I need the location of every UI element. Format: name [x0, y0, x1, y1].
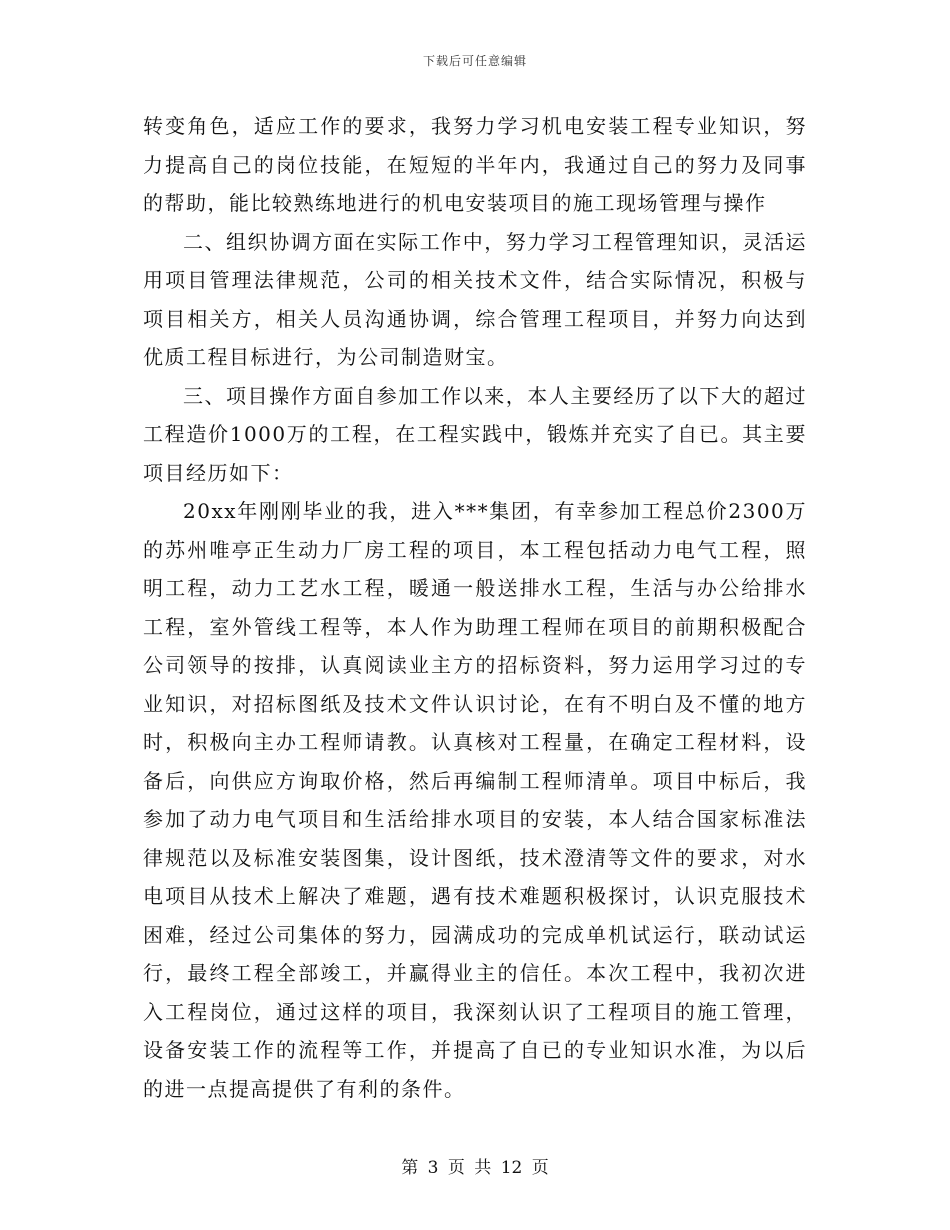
- paragraph-project-experience: 20xx年刚刚毕业的我，进入***集团，有幸参加工程总价2300万的苏州唯亭正生动力厂房工程的项目，本工程包括动力电气工程，照明工程，动力工艺水工程，暖通一般送排水工程，生活与办公给排水工程，室外管线工程等，本人作为助理工程师在项目的前期积极配合公司领导的按排，认真阅读业主方的招标资料，努力运用学习过的专业知识，对招标图纸及技术文件认识讨论，在有不明白及不懂的地方时，积极向主办工程师请教。认真核对工程量，在确定工程材料，设备后，向供应方询取价格，然后再编制工程师清单。项目中标后，我参加了动力电气项目和生活给排水项目的安装，本人结合国家标准法律规范以及标准安装图集，设计图纸，技术澄清等文件的要求，对水电项目从技术上解决了难题，遇有技术难题积极探讨，认识克服技术困难，经过公司集体的努力，园满成功的完成单机试运行，联动试运行，最终工程全部竣工，并赢得业主的信任。本次工程中，我初次进入工程岗位，通过这样的项目，我深刻认识了工程项目的施工管理，设备安装工作的流程等工作，并提高了自已的专业知识水准，为以后的进一点提高提供了有利的条件。: [143, 499, 807, 1101]
- page-number-footer: 第 3 页 共 12 页: [401, 1158, 549, 1178]
- page-header: 下载后可任意编辑: [422, 54, 527, 68]
- paragraph-role-adaptation: 转变角色，适应工作的要求，我努力学习机电安装工程专业知识，努力提高自己的岗位技能，在短短的半年内，我通过自己的努力及同事的帮助，能比较熟练地进行的机电安装项目的施工现场管理与操作: [143, 114, 807, 215]
- paragraph-organization-coordination: 二、组织协调方面在实际工作中，努力学习工程管理知识，灵活运用项目管理法律规范，公司的相关技术文件，结合实际情况，积极与项目相关方，相关人员沟通协调，综合管理工程项目，并努力向达到优质工程目标进行，为公司制造财宝。: [143, 229, 807, 369]
- document-body: [143, 107, 807, 1108]
- paragraph-project-operation: 三、项目操作方面自参加工作以来，本人主要经历了以下大的超过工程造价1000万的工程，在工程实践中，锻炼并充实了自已。其主要项目经历如下：: [143, 383, 807, 485]
